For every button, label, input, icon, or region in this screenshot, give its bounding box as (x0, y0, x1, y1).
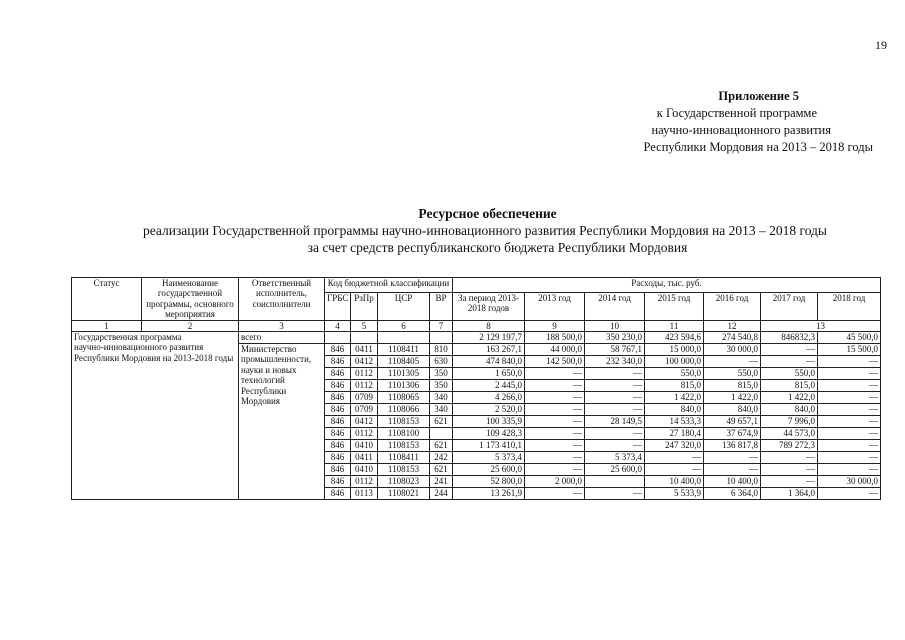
cell-expense: 474 840,0 (453, 356, 525, 368)
total-label: всего (239, 332, 325, 344)
header-name: Наименование государственной программы, основного мероприятия (142, 278, 239, 321)
cell-expense: — (704, 356, 761, 368)
cell-csr: 1108153 (378, 464, 430, 476)
column-index-cell: 7 (430, 320, 453, 331)
total-2017: 846832,3 (761, 332, 818, 344)
cell-expense: 49 657,1 (704, 416, 761, 428)
header-expenses: Расходы, тыс. руб. (453, 278, 881, 293)
cell-vr: 621 (430, 416, 453, 428)
cell-expense: 232 340,0 (585, 356, 645, 368)
cell-rzpr: 0709 (351, 392, 378, 404)
cell-rzpr: 0411 (351, 344, 378, 356)
cell-grbs: 846 (325, 392, 351, 404)
cell-expense: 15 500,0 (818, 344, 881, 356)
cell-expense: — (761, 344, 818, 356)
cell-vr: 244 (430, 488, 453, 500)
cell-expense: — (761, 356, 818, 368)
cell-expense: 2 445,0 (453, 380, 525, 392)
cell-expense: — (818, 464, 881, 476)
page-number: 19 (875, 38, 887, 52)
cell-expense: — (818, 380, 881, 392)
cell-expense: — (645, 452, 704, 464)
cell-expense: 30 000,0 (704, 344, 761, 356)
cell-expense: 10 400,0 (704, 476, 761, 488)
cell-vr: 340 (430, 392, 453, 404)
cell-rzpr: 0112 (351, 476, 378, 488)
cell-csr: 1101306 (378, 380, 430, 392)
cell-rzpr: 0112 (351, 428, 378, 440)
total-2018: 45 500,0 (818, 332, 881, 344)
header-grbs: ГРБС (325, 292, 351, 320)
cell-expense: 815,0 (704, 380, 761, 392)
header-2013: 2013 год (525, 292, 585, 320)
table-row-total (72, 332, 881, 344)
cell-expense: 550,0 (645, 368, 704, 380)
cell-expense: 44 573,0 (761, 428, 818, 440)
total-2014: 350 230,0 (585, 332, 645, 344)
cell-expense: 815,0 (761, 380, 818, 392)
column-index-cell: 4 (325, 320, 351, 331)
cell-csr: 1108153 (378, 416, 430, 428)
cell-grbs: 846 (325, 416, 351, 428)
program-name-text: научно-инновационного развития Республики Мордовия на 2013-2018 годы (74, 342, 234, 363)
cell-expense: 28 149,5 (585, 416, 645, 428)
cell-grbs: 846 (325, 404, 351, 416)
cell-expense: — (818, 440, 881, 452)
responsible-cell: Министерство промышленности, науки и новых технологий Республики Мордовия (239, 344, 325, 500)
cell-expense: 1 173 410,1 (453, 440, 525, 452)
document-title: Ресурсное обеспечение (418, 206, 557, 221)
cell-expense: 13 261,9 (453, 488, 525, 500)
cell-expense: 840,0 (761, 404, 818, 416)
header-csr: ЦСР (378, 292, 430, 320)
cell-expense: — (525, 464, 585, 476)
cell-vr: 242 (430, 452, 453, 464)
cell-csr: 1108405 (378, 356, 430, 368)
document-title-block (0, 205, 905, 256)
column-index-cell: 5 (351, 320, 378, 331)
cell-expense: — (818, 404, 881, 416)
program-cell (72, 332, 239, 500)
cell-csr: 1101305 (378, 368, 430, 380)
total-period: 2 129 197,7 (453, 332, 525, 344)
cell-expense: — (525, 392, 585, 404)
cell-expense: 4 266,0 (453, 392, 525, 404)
cell-expense: 52 800,0 (453, 476, 525, 488)
header-rzpr: РзПр (351, 292, 378, 320)
cell-expense: — (525, 452, 585, 464)
column-index-cell: 6 (378, 320, 430, 331)
cell-csr: 1108021 (378, 488, 430, 500)
cell-rzpr: 0112 (351, 380, 378, 392)
cell-grbs: 846 (325, 464, 351, 476)
cell-expense: — (585, 488, 645, 500)
cell-expense: 6 364,0 (704, 488, 761, 500)
column-index-cell: 13 (761, 320, 881, 331)
resource-table (71, 277, 881, 500)
cell-expense: 58 767,1 (585, 344, 645, 356)
cell-vr: 810 (430, 344, 453, 356)
cell-expense: 1 422,0 (761, 392, 818, 404)
cell-expense: — (818, 428, 881, 440)
cell-expense: 44 000,0 (525, 344, 585, 356)
total-2015: 423 594,6 (645, 332, 704, 344)
header-2018: 2018 год (818, 292, 881, 320)
column-index-cell: 12 (704, 320, 761, 331)
cell-grbs: 846 (325, 440, 351, 452)
cell-expense: — (525, 380, 585, 392)
cell-expense: 25 600,0 (585, 464, 645, 476)
cell-expense: 789 272,3 (761, 440, 818, 452)
cell-grbs: 846 (325, 344, 351, 356)
header-period: За период 2013-2018 годов (453, 292, 525, 320)
cell-expense: 1 650,0 (453, 368, 525, 380)
total-2013: 188 500,0 (525, 332, 585, 344)
cell-expense: 247 320,0 (645, 440, 704, 452)
cell-expense: — (818, 356, 881, 368)
cell-grbs: 846 (325, 428, 351, 440)
cell-expense: 100 335,9 (453, 416, 525, 428)
cell-expense: 5 373,4 (453, 452, 525, 464)
cell-expense: 815,0 (645, 380, 704, 392)
header-budget-code: Код бюджетной классификации (325, 278, 453, 293)
cell-rzpr: 0410 (351, 440, 378, 452)
cell-rzpr: 0709 (351, 404, 378, 416)
cell-expense: — (818, 452, 881, 464)
cell-expense: — (585, 392, 645, 404)
cell-grbs: 846 (325, 476, 351, 488)
cell-expense: 37 674,9 (704, 428, 761, 440)
cell-expense: — (525, 404, 585, 416)
appendix-line-1: к Государственной программе (656, 106, 817, 120)
cell-csr: 1108066 (378, 404, 430, 416)
cell-expense: 14 533,3 (645, 416, 704, 428)
cell-expense: — (585, 404, 645, 416)
cell-vr: 241 (430, 476, 453, 488)
total-2016: 274 540,8 (704, 332, 761, 344)
cell-csr: 1108023 (378, 476, 430, 488)
cell-grbs: 846 (325, 368, 351, 380)
cell-expense: 15 000,0 (645, 344, 704, 356)
column-index-cell: 10 (585, 320, 645, 331)
cell-expense: 1 422,0 (645, 392, 704, 404)
cell-expense: 840,0 (704, 404, 761, 416)
document-subtitle-1: реализации Государственной программы научно-инновационного развития Республики Мордовия на 2013 – 2018 годы (142, 223, 827, 238)
table-header-row (72, 278, 881, 293)
cell-expense: 10 400,0 (645, 476, 704, 488)
appendix-heading-block (553, 88, 873, 156)
cell-expense: 7 996,0 (761, 416, 818, 428)
cell-vr (430, 428, 453, 440)
appendix-line-2: научно-инновационного развития (651, 123, 831, 137)
status-text: Государственная программа (74, 332, 182, 343)
cell-expense: — (761, 452, 818, 464)
cell-expense: 550,0 (704, 368, 761, 380)
header-2017: 2017 год (761, 292, 818, 320)
cell-expense: 136 817,8 (704, 440, 761, 452)
column-index-cell: 8 (453, 320, 525, 331)
cell-csr: 1108100 (378, 428, 430, 440)
cell-grbs: 846 (325, 356, 351, 368)
header-status: Статус (72, 278, 142, 321)
cell-expense: — (704, 464, 761, 476)
cell-expense: 109 428,3 (453, 428, 525, 440)
cell-csr: 1108065 (378, 392, 430, 404)
cell-expense: — (761, 464, 818, 476)
column-index-cell: 9 (525, 320, 585, 331)
cell-expense: — (818, 368, 881, 380)
column-index-cell: 1 (72, 320, 142, 331)
cell-expense: 163 267,1 (453, 344, 525, 356)
header-2016: 2016 год (704, 292, 761, 320)
cell-expense: — (585, 428, 645, 440)
cell-expense: 30 000,0 (818, 476, 881, 488)
cell-expense: 5 533,9 (645, 488, 704, 500)
cell-expense: 1 422,0 (704, 392, 761, 404)
cell-vr: 350 (430, 380, 453, 392)
header-2015: 2015 год (645, 292, 704, 320)
cell-expense (585, 476, 645, 488)
cell-rzpr: 0412 (351, 416, 378, 428)
cell-csr: 1108153 (378, 440, 430, 452)
column-index-cell: 3 (239, 320, 325, 331)
cell-csr: 1108411 (378, 344, 430, 356)
cell-rzpr: 0112 (351, 368, 378, 380)
cell-grbs: 846 (325, 452, 351, 464)
cell-expense: — (525, 416, 585, 428)
cell-rzpr: 0411 (351, 452, 378, 464)
cell-expense: 27 180,4 (645, 428, 704, 440)
cell-expense: 100 000,0 (645, 356, 704, 368)
cell-expense: — (818, 488, 881, 500)
cell-rzpr: 0113 (351, 488, 378, 500)
cell-csr: 1108411 (378, 452, 430, 464)
cell-rzpr: 0412 (351, 356, 378, 368)
cell-expense: — (525, 440, 585, 452)
cell-vr: 630 (430, 356, 453, 368)
cell-grbs: 846 (325, 488, 351, 500)
cell-vr: 350 (430, 368, 453, 380)
cell-expense: — (645, 464, 704, 476)
cell-expense: 1 364,0 (761, 488, 818, 500)
cell-expense: — (585, 380, 645, 392)
cell-expense: — (585, 368, 645, 380)
cell-expense: — (704, 452, 761, 464)
cell-expense: 142 500,0 (525, 356, 585, 368)
cell-expense: — (818, 416, 881, 428)
column-index-row (72, 320, 881, 331)
cell-expense: 2 000,0 (525, 476, 585, 488)
appendix-title: Приложение 5 (718, 89, 799, 103)
cell-expense: 5 373,4 (585, 452, 645, 464)
column-index-cell: 11 (645, 320, 704, 331)
column-index-cell: 2 (142, 320, 239, 331)
cell-vr: 621 (430, 440, 453, 452)
header-2014: 2014 год (585, 292, 645, 320)
document-subtitle-2: за счет средств республиканского бюджета Республики Мордовия (307, 240, 688, 255)
header-responsible: Ответственный исполнитель, соисполнители (239, 278, 325, 321)
cell-expense: 840,0 (645, 404, 704, 416)
cell-expense: — (761, 476, 818, 488)
cell-vr: 621 (430, 464, 453, 476)
cell-expense: — (525, 428, 585, 440)
appendix-line-3: Республики Мордовия на 2013 – 2018 годы (643, 140, 873, 154)
cell-expense: 2 520,0 (453, 404, 525, 416)
cell-expense: — (585, 440, 645, 452)
cell-vr: 340 (430, 404, 453, 416)
cell-expense: 550,0 (761, 368, 818, 380)
cell-expense: — (525, 368, 585, 380)
cell-grbs: 846 (325, 380, 351, 392)
cell-expense: — (525, 488, 585, 500)
header-vr: ВР (430, 292, 453, 320)
cell-expense: 25 600,0 (453, 464, 525, 476)
cell-rzpr: 0410 (351, 464, 378, 476)
cell-expense: — (818, 392, 881, 404)
